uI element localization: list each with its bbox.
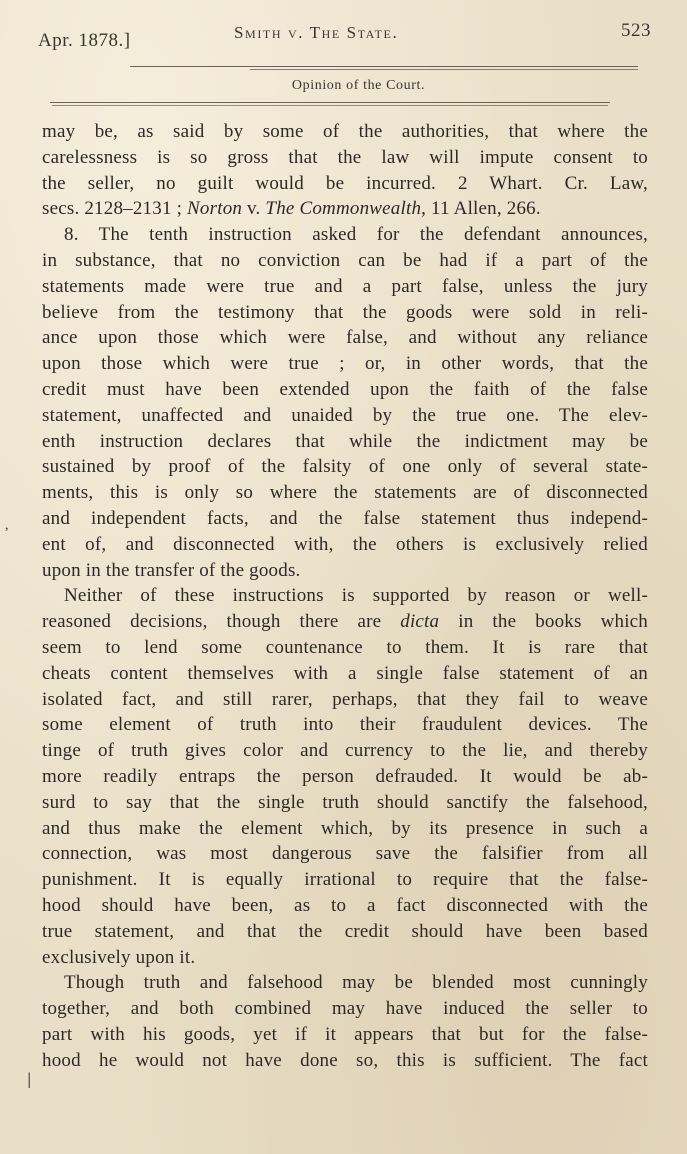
text-line: ance upon those which were false, and without any reliance [42, 327, 648, 349]
text-line: part with his goods, yet if it appears that but for the false- [42, 1023, 648, 1045]
italic-text: The Commonwealth [265, 198, 422, 220]
text-line: in substance, that no conviction can be had if a part of the [42, 249, 648, 271]
text-line: ments, this is only so where the statements are of disconnected [42, 482, 648, 504]
text-line: punishment. It is equally irrational to require that the false- [42, 869, 648, 891]
running-head-date: Apr. 1878.] [38, 30, 131, 51]
text-line: upon in the transfer of the goods. [42, 559, 301, 581]
text-line: cheats content themselves with a single false statement of an [42, 662, 648, 684]
text-line: isolated fact, and still rarer, perhaps, that they fail to weave [42, 688, 648, 710]
page-number: 523 [621, 20, 651, 41]
header-rule-secondary [250, 69, 638, 70]
text-line: upon those which were true ; or, in other words, that the [42, 353, 648, 375]
text-line: enth instruction declares that while the indictment may be [42, 430, 648, 452]
text-line: statement, unaffected and unaided by the true one. The elev- [42, 404, 648, 426]
text-line: surd to say that the single truth should sanctify the falsehood, [42, 791, 648, 813]
text-line: Though truth and falsehood may be blended most cunningly [64, 972, 648, 994]
text-line: 8. The tenth instruction asked for the defendant announces, [64, 224, 648, 246]
running-head-title: Smith v. The State. [234, 23, 399, 42]
header-rule [130, 66, 638, 67]
text-line: connection, was most dangerous save the falsifier from all [42, 843, 648, 865]
text-line: carelessness is so gross that the law will impute consent to [42, 146, 648, 168]
italic-text: Norton [187, 198, 243, 220]
text-line: sustained by proof of the falsity of one only of several state- [42, 456, 648, 478]
text-line: statements made were true and a part false, unless the jury [42, 275, 648, 297]
text-segment: v. [242, 198, 266, 220]
text-line: ent of, and disconnected with, the others is exclusively relied [42, 533, 648, 555]
text-segment: in the books which [439, 611, 648, 633]
text-line: the seller, no guilt would be incurred. 2 Whart. Cr. Law, [42, 172, 648, 194]
running-head [38, 20, 651, 54]
text-line [42, 196, 648, 222]
text-line: credit must have been extended upon the faith of the false [42, 378, 648, 400]
text-line: seem to lend some countenance to them. It is rare that [42, 636, 648, 658]
section-rule [50, 102, 610, 103]
text-line: tinge of truth gives color and currency to the lie, and thereby [42, 740, 648, 762]
text-line [42, 609, 648, 635]
text-line: exclusively upon it. [42, 946, 196, 968]
section-rule-secondary [52, 105, 608, 106]
text-line: true statement, and that the credit should have been based [42, 920, 648, 942]
text-line: and thus make the element which, by its presence in such a [42, 817, 648, 839]
text-line: some element of truth into their fraudulent devices. The [42, 714, 648, 736]
text-line: more readily entraps the person defrauded. It would be ab- [42, 765, 648, 787]
text-line: together, and both combined may have induced the seller to [42, 998, 648, 1020]
opinion-text [42, 119, 648, 1073]
text-segment: , 11 Allen, 266. [421, 198, 541, 220]
text-line: hood should have been, as to a fact disconnected with the [42, 894, 648, 916]
text-line: believe from the testimony that the goods were sold in reli- [42, 301, 648, 323]
italic-text: dicta [400, 611, 440, 633]
text-line: Neither of these instructions is supported by reason or well- [64, 585, 648, 607]
margin-mark: , [5, 518, 9, 533]
text-segment: reasoned decisions, though there are [42, 611, 401, 633]
text-line: and independent facts, and the false statement thus independ- [42, 507, 648, 529]
section-heading: Opinion of the Court. [291, 78, 426, 93]
margin-mark: ǀ [27, 1068, 32, 1093]
text-line: hood he would not have done so, this is sufficient. The fact [42, 1049, 648, 1071]
text-segment: secs. 2128–2131 ; [42, 198, 188, 220]
text-line: may be, as said by some of the authorities, that where the [42, 121, 648, 142]
